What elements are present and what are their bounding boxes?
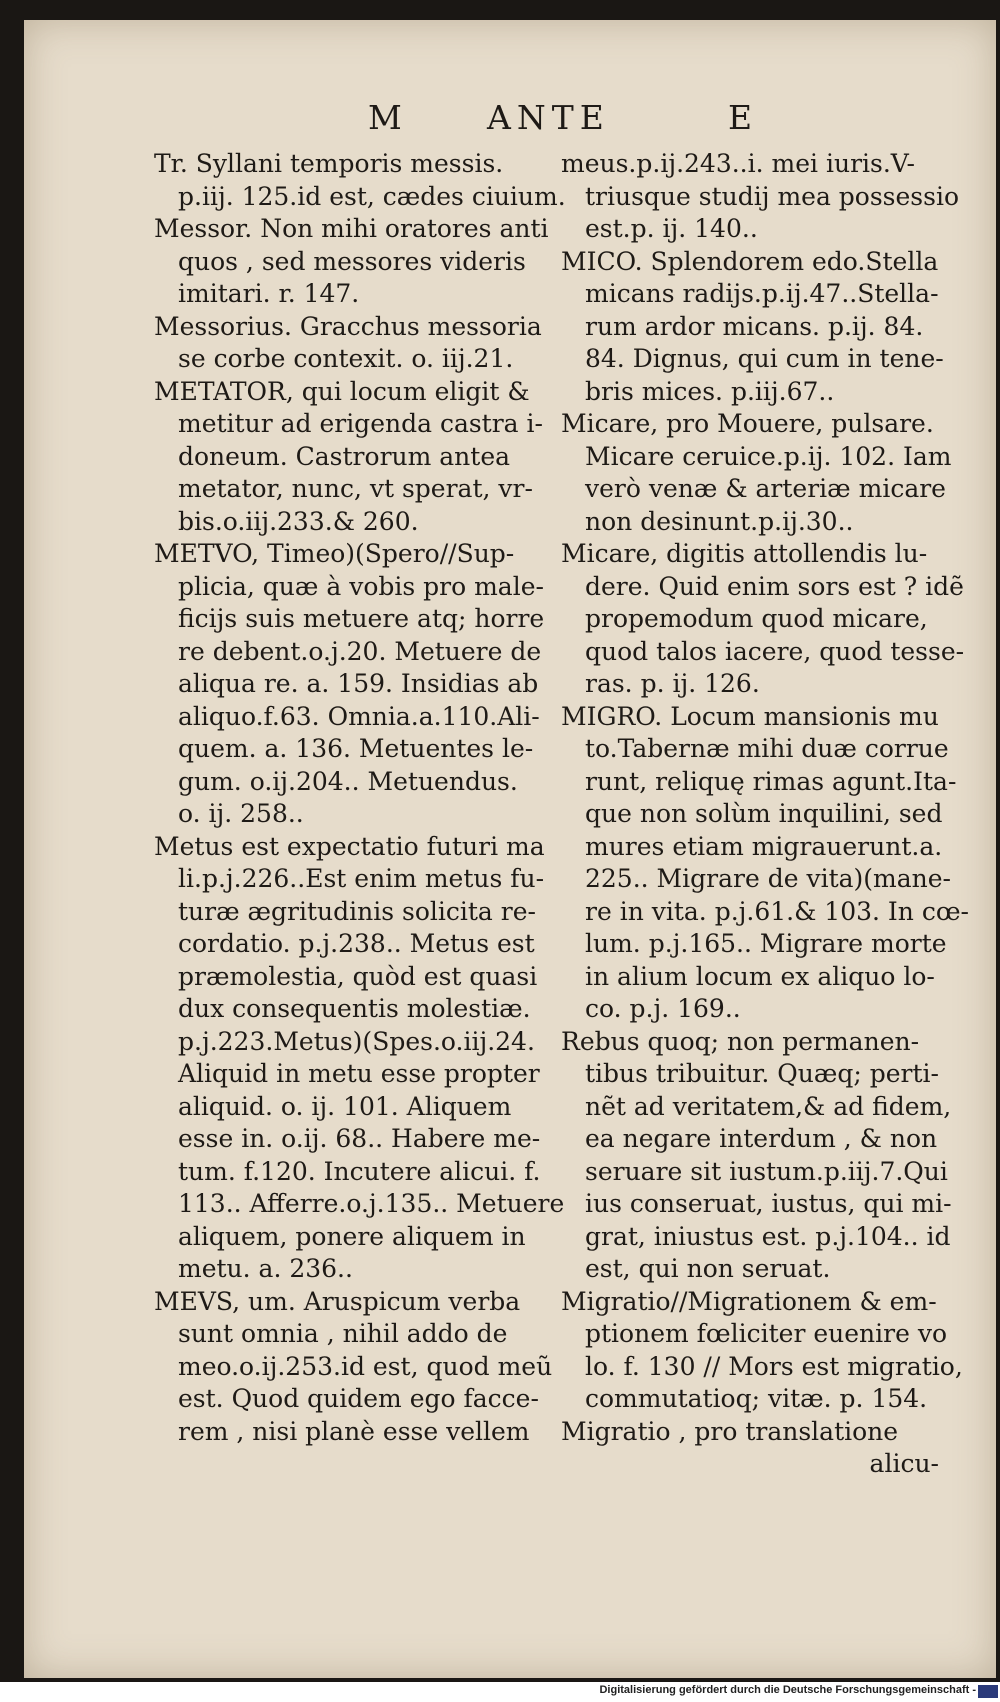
text-line: turæ ægritudinis solicita re- — [178, 896, 536, 926]
text-line: bris mices. p.iij.67.. — [585, 376, 835, 406]
text-line: ius conseruat, iustus, qui mi- — [585, 1189, 952, 1218]
text-line: se corbe contexit. o. iij.21. — [178, 344, 514, 373]
text-line: aliqua re. a. 159. Insidias ab — [178, 669, 539, 698]
text-line: ea negare interdum , & non — [585, 1124, 938, 1153]
text-line: quos , sed messores videris — [178, 246, 526, 276]
text-line: Aliquid in metu esse propter — [178, 1059, 540, 1088]
text-line: mures etiam migrauerunt.a. — [585, 831, 943, 861]
text-line: rem , nisi planè esse vellem — [178, 1416, 530, 1446]
text-line: ptionem fœliciter euenire vo — [585, 1319, 947, 1348]
digitization-footer — [0, 1682, 1000, 1702]
text-line: quem. a. 136. Metuentes le- — [178, 734, 534, 763]
text-line: est, qui non seruat. — [585, 1254, 831, 1283]
text-line: cordatio. p.j.238.. Metus est — [178, 929, 535, 958]
text-line: Micare, digitis attollendis lu- — [561, 539, 928, 568]
text-line: 84. Dignus, qui cum in tene- — [585, 344, 944, 373]
text-line: sunt omnia , nihil addo de — [178, 1319, 508, 1348]
text-line: verò venæ & arteriæ micare — [585, 474, 946, 503]
text-line: METVO, Timeo)(Spero//Sup- — [154, 539, 515, 568]
dfg-logo — [978, 1685, 998, 1698]
text-line: propemodum quod micare, — [585, 604, 928, 633]
text-line: esse in. o.ij. 68.. Habere me- — [178, 1124, 541, 1153]
running-head-center: ANTE — [487, 98, 610, 137]
text-line: Micare ceruice.p.ij. 102. Iam — [585, 441, 952, 471]
right-text-column — [561, 148, 970, 1481]
text-line: re in vita. p.j.61.& 103. In cœ- — [585, 896, 970, 926]
text-line: dere. Quid enim sors est ? idẽ — [585, 571, 964, 601]
text-line: metu. a. 236.. — [178, 1254, 353, 1283]
book-page — [24, 20, 996, 1678]
text-line: aliquid. o. ij. 101. Aliquem — [178, 1091, 512, 1121]
text-line: triusque studij mea possessio — [585, 181, 960, 211]
text-line: Tr. Syllani temporis messis. — [154, 149, 504, 178]
text-line: in alium locum ex aliquo lo- — [585, 961, 935, 991]
text-line: Migratio , pro translatione — [561, 1416, 899, 1446]
text-line: 225.. Migrare de vita)(mane- — [585, 864, 951, 893]
footer-credit: Digitalisierung gefördert durch die Deutsche Forschungsgemeinschaft - — [599, 1684, 976, 1696]
text-line: tibus tribuitur. Quæq; perti- — [585, 1059, 939, 1088]
text-line: est. Quod quidem ego facce- — [178, 1384, 539, 1413]
running-head-right: E — [728, 98, 755, 137]
text-line: metator, nunc, vt sperat, vr- — [178, 474, 533, 503]
text-line: 113.. Afferre.o.j.135.. Metuere — [178, 1189, 565, 1218]
text-line: METATOR, qui locum eligit & — [154, 376, 530, 406]
text-line: imitari. r. 147. — [178, 279, 360, 308]
text-line: est.p. ij. 140.. — [585, 214, 758, 243]
text-line: quod talos iacere, quod tesse- — [585, 636, 965, 666]
text-line: re debent.o.j.20. Metuere de — [178, 636, 542, 666]
text-line: bis.o.iij.233.& 260. — [178, 506, 419, 536]
text-line: præmolestia, quòd est quasi — [178, 961, 538, 991]
text-line: ras. p. ij. 126. — [585, 669, 760, 698]
text-line: doneum. Castrorum antea — [178, 441, 511, 471]
text-line: dux consequentis molestiæ. — [178, 994, 531, 1023]
running-head — [24, 98, 996, 148]
text-line: meus.p.ij.243..i. mei iuris.V- — [561, 149, 915, 178]
text-line: gum. o.ij.204.. Metuendus. — [178, 766, 518, 796]
text-line: seruare sit iustum.p.iij.7.Qui — [585, 1156, 948, 1186]
text-line: MIGRO. Locum mansionis mu — [561, 701, 939, 731]
text-line: commutatioq; vitæ. p. 154. — [585, 1384, 928, 1413]
text-line: Micare, pro Mouere, pulsare. — [561, 409, 934, 438]
text-line: aliquo.f.63. Omnia.a.110.Ali- — [178, 701, 540, 731]
text-line: non desinunt.p.ij.30.. — [585, 506, 854, 536]
text-line: Metus est expectatio futuri ma — [154, 831, 545, 861]
text-line: aliquem, ponere aliquem in — [178, 1221, 526, 1251]
text-line: Messor. Non mihi oratores anti — [154, 214, 549, 243]
text-line: alicu- — [869, 1449, 939, 1478]
text-line: to.Tabernæ mihi duæ corrue — [585, 734, 949, 763]
text-line: lum. p.j.165.. Migrare morte — [585, 929, 947, 958]
text-line: meo.o.ij.253.id est, quod meũ — [178, 1351, 553, 1381]
text-line: MICO. Splendorem edo.Stella — [561, 246, 939, 276]
text-line: lo. f. 130 // Mors est migratio, — [585, 1351, 963, 1381]
text-line: p.j.223.Metus)(Spes.o.iij.24. — [178, 1026, 535, 1056]
text-line: rum ardor micans. p.ij. 84. — [585, 311, 924, 341]
text-line: metitur ad erigenda castra i- — [178, 409, 543, 438]
text-line: MEVS, um. Aruspicum verba — [154, 1286, 521, 1316]
text-line: o. ij. 258.. — [178, 799, 304, 828]
text-line: grat, iniustus est. p.j.104.. id — [585, 1221, 951, 1251]
text-line: plicia, quæ à vobis pro male- — [178, 571, 544, 601]
running-head-left: M — [368, 98, 404, 137]
left-text-column — [154, 148, 566, 1448]
text-line: runt, reliquę rimas agunt.Ita- — [585, 766, 957, 796]
text-line: p.iij. 125.id est, cædes ciuium. — [178, 181, 566, 211]
text-line: micans radijs.p.ij.47..Stella- — [585, 279, 939, 308]
text-line: nẽt ad veritatem,& ad fidem, — [585, 1091, 952, 1121]
text-line: co. p.j. 169.. — [585, 994, 741, 1023]
text-line: Rebus quoq; non permanen- — [561, 1026, 920, 1056]
text-line: li.p.j.226..Est enim metus fu- — [178, 864, 545, 893]
text-line: tum. f.120. Incutere alicui. f. — [178, 1156, 541, 1186]
text-line: ficijs suis metuere atq; horre — [178, 604, 545, 633]
text-line: Migratio//Migrationem & em- — [561, 1286, 937, 1316]
text-line: Messorius. Gracchus messoria — [154, 311, 542, 341]
text-line: que non solùm inquilini, sed — [585, 799, 943, 828]
